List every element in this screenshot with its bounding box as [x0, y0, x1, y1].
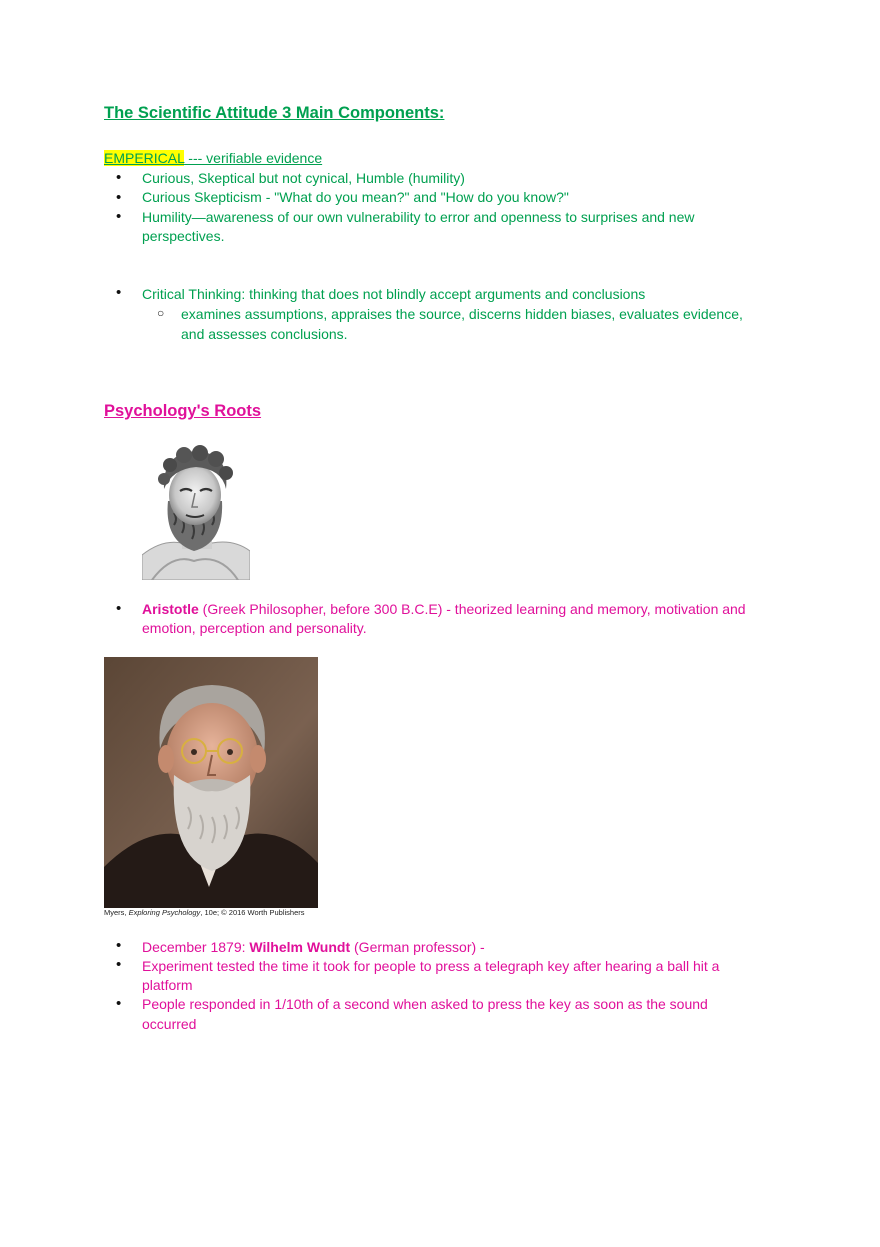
experiment-item-continuation: platform: [142, 977, 193, 993]
response-item: People responded in 1/10th of a second when asked to press the key as soon as the sound: [142, 996, 708, 1012]
aristotle-description: (Greek Philosopher, before 300 B.C.E) - theorized learning and memory, motivation and: [198, 601, 746, 617]
hollow-bullet-icon: ○: [157, 306, 165, 320]
emperical-label: EMPERICAL: [104, 150, 185, 166]
photo-caption: [104, 908, 305, 917]
critical-thinking-item: Critical Thinking: thinking that does not blindly accept arguments and conclusions: [142, 286, 646, 302]
section-title-psychology-roots: Psychology's Roots: [104, 402, 262, 420]
bullet-icon: •: [116, 937, 122, 954]
response-item-continuation: occurred: [142, 1016, 197, 1032]
list-item: Curious Skepticism - "What do you mean?" and "How do you know?": [142, 189, 569, 205]
list-item-continuation: perspectives.: [142, 228, 225, 244]
wundt-description: (German professor) -: [350, 939, 485, 955]
list-item: Humility—awareness of our own vulnerability to error and openness to surprises and new: [142, 209, 695, 225]
bullet-icon: •: [116, 284, 122, 301]
wundt-item: [142, 938, 485, 957]
aristotle-item: [142, 600, 746, 619]
aristotle-item-continuation: emotion, perception and personality.: [142, 620, 367, 636]
bullet-icon: •: [116, 956, 122, 973]
wundt-name: Wilhelm Wundt: [249, 939, 351, 955]
experiment-item: Experiment tested the time it took for people to press a telegraph key after hearing a ball hit a: [142, 958, 720, 974]
emperical-line: [104, 149, 322, 168]
caption-author: Myers,: [104, 908, 129, 917]
bullet-icon: •: [116, 189, 122, 206]
caption-book-title: Exploring Psychology: [128, 908, 201, 917]
wundt-portrait-image: [104, 657, 318, 908]
sub-list-item: examines assumptions, appraises the source, discerns hidden biases, evaluates evidence,: [181, 306, 743, 322]
bullet-icon: •: [116, 995, 122, 1012]
bullet-icon: •: [116, 600, 122, 617]
aristotle-bust-image: [142, 443, 250, 580]
list-item: Curious, Skeptical but not cynical, Humble (humility): [142, 170, 465, 186]
section-title-scientific-attitude: The Scientific Attitude 3 Main Components:: [104, 104, 445, 122]
sub-list-item-continuation: and assesses conclusions.: [181, 326, 348, 342]
aristotle-name: Aristotle: [142, 601, 199, 617]
caption-publisher: , 10e; © 2016 Worth Publishers: [200, 908, 305, 917]
emperical-description: --- verifiable evidence: [184, 150, 323, 166]
bullet-icon: •: [116, 169, 122, 186]
wundt-date: December 1879:: [142, 939, 250, 955]
bullet-icon: •: [116, 208, 122, 225]
